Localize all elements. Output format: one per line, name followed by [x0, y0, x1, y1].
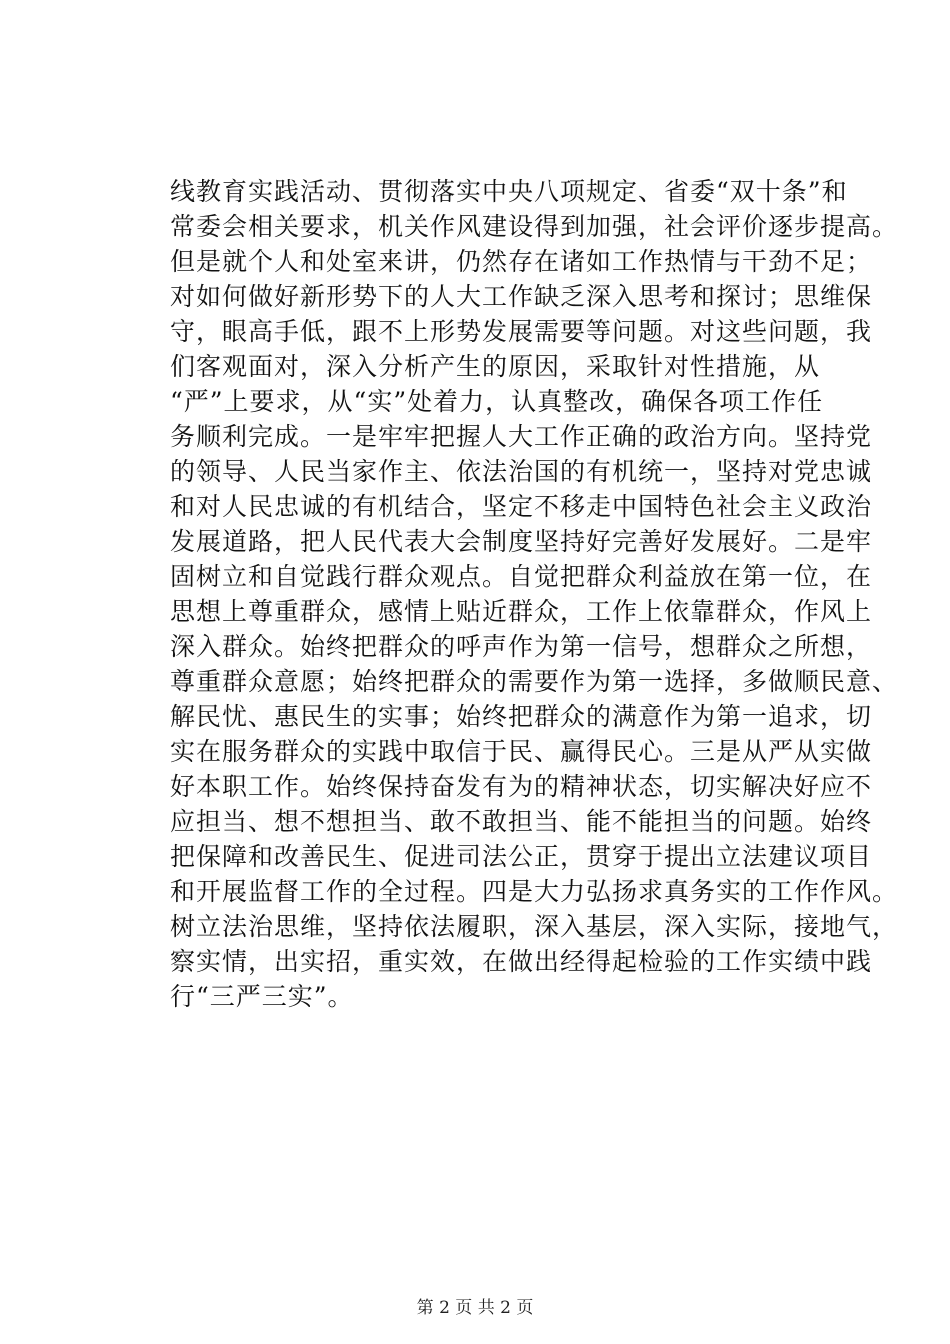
page-footer: 第 2 页 共 2 页 — [416, 1298, 534, 1318]
text-line: 树立法治思维，坚持依法履职，深入基层，深入实际，接地气， — [170, 912, 899, 941]
text-line: 和对人民忠诚的有机结合，坚定不移走中国特色社会主义政治 — [170, 492, 873, 521]
text-line: 务顺利完成。一是牢牢把握人大工作正确的政治方向。坚持党 — [170, 422, 873, 451]
text-line: 实在服务群众的实践中取信于民、赢得民心。三是从严从实做 — [170, 737, 873, 766]
text-line: 深入群众。始终把群众的呼声作为第一信号，想群众之所想， — [170, 632, 873, 661]
text-line: 把保障和改善民生、促进司法公正，贯穿于提出立法建议项目 — [170, 842, 873, 871]
text-line: “严”上要求，从“实”处着力，认真整改，确保各项工作任 — [170, 387, 824, 416]
text-line: 和开展监督工作的全过程。四是大力弘扬求真务实的工作作风。 — [170, 877, 899, 906]
text-line: 思想上尊重群众，感情上贴近群众，工作上依靠群众，作风上 — [170, 597, 873, 626]
text-line: 对如何做好新形势下的人大工作缺乏深入思考和探讨；思维保 — [170, 282, 873, 311]
text-line: 好本职工作。始终保持奋发有为的精神状态，切实解决好应不 — [170, 772, 873, 801]
text-line: 但是就个人和处室来讲，仍然存在诸如工作热情与干劲不足； — [170, 247, 873, 276]
text-line: 发展道路，把人民代表大会制度坚持好完善好发展好。二是牢 — [170, 527, 873, 556]
text-line: 察实情，出实招，重实效，在做出经得起检验的工作实绩中践 — [170, 947, 873, 976]
text-line: 解民忧、惠民生的实事；始终把群众的满意作为第一追求，切 — [170, 702, 873, 731]
text-line: 常委会相关要求，机关作风建设得到加强，社会评价逐步提高。 — [170, 212, 899, 241]
body-paragraph — [170, 174, 930, 1014]
text-line: 固树立和自觉践行群众观点。自觉把群众利益放在第一位，在 — [170, 562, 873, 591]
text-line: 应担当、想不想担当、敢不敢担当、能不能担当的问题。始终 — [170, 807, 873, 836]
text-line: 们客观面对，深入分析产生的原因，采取针对性措施，从 — [170, 352, 821, 381]
text-line: 行“三严三实”。 — [170, 982, 354, 1011]
text-line: 线教育实践活动、贯彻落实中央八项规定、省委“双十条”和 — [170, 177, 848, 206]
text-line: 的领导、人民当家作主、依法治国的有机统一，坚持对党忠诚 — [170, 457, 873, 486]
text-line: 守，眼高手低，跟不上形势发展需要等问题。对这些问题，我 — [170, 317, 873, 346]
text-line: 尊重群众意愿；始终把群众的需要作为第一选择，多做顺民意、 — [170, 667, 899, 696]
